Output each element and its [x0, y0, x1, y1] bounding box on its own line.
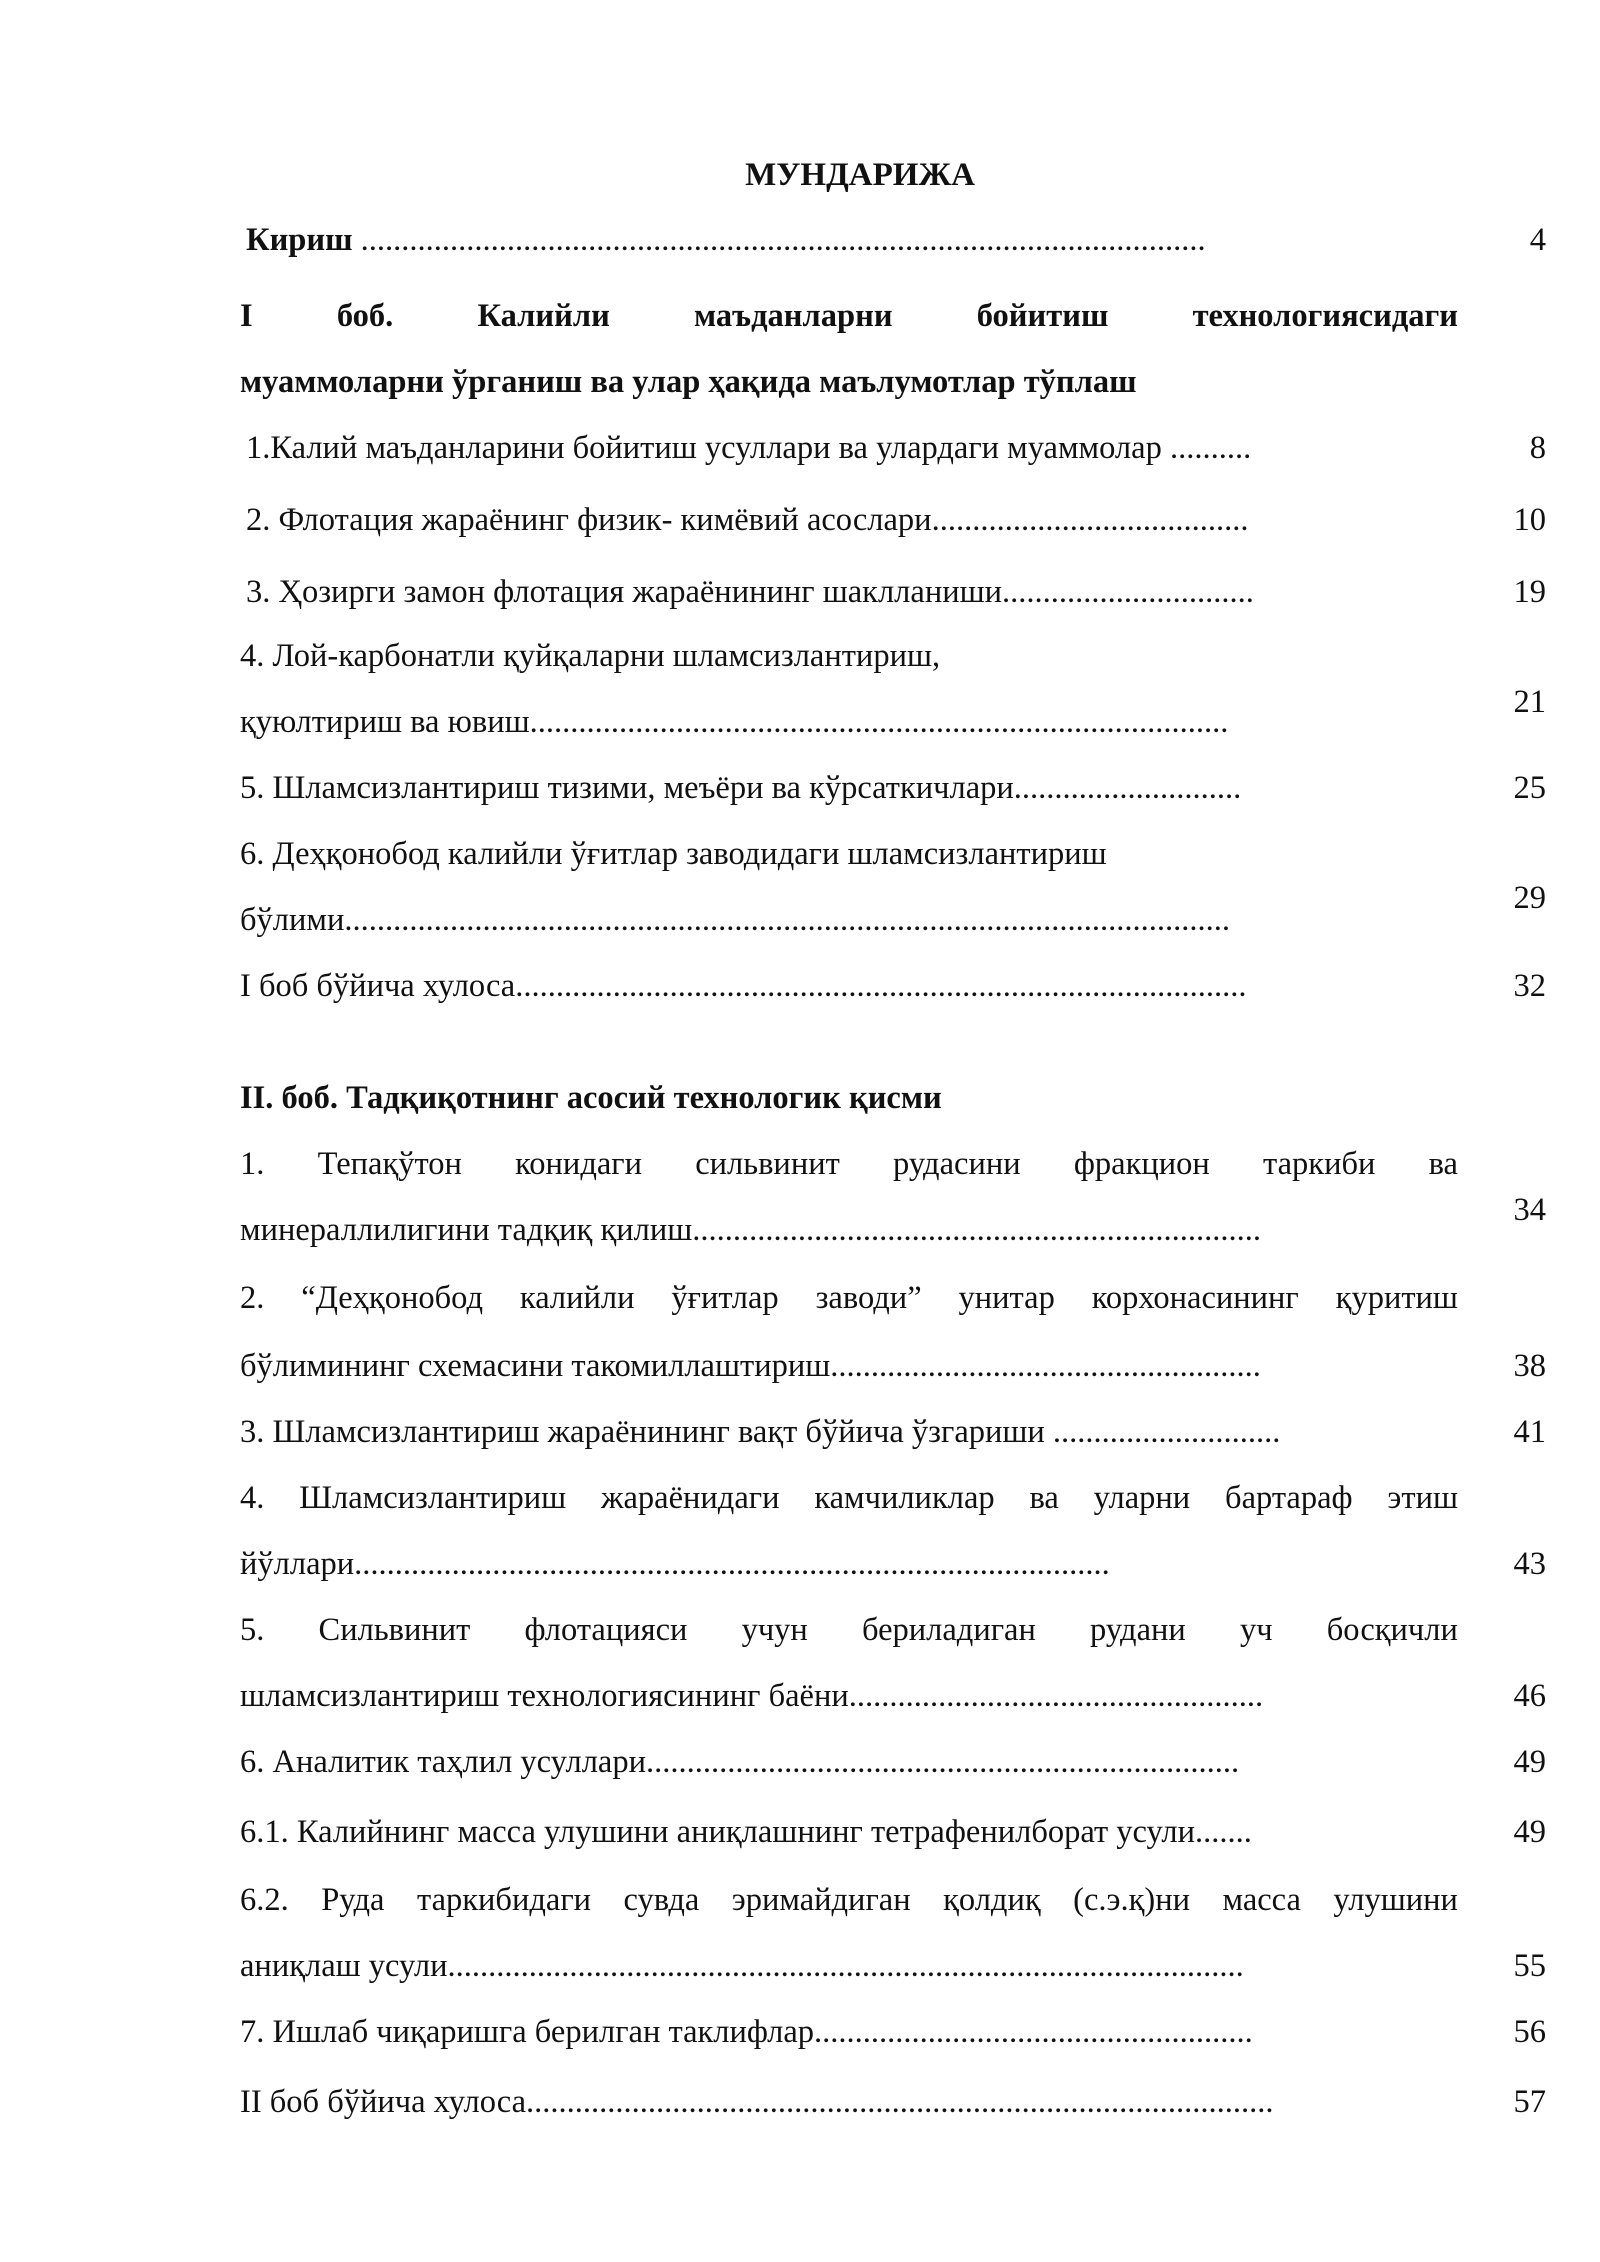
entry-word: Тепақўтон: [317, 1146, 462, 1182]
toc-entry: 6.1. Калийнинг масса улушини аниқлашнинг тетрафенилборат усули.......: [240, 1814, 1252, 1850]
toc-entry: 1.Калий маъданларини бойитиш усуллари ва улардаги муаммолар ..........: [246, 430, 1252, 466]
toc-entry-line2: шламсизлантириш технологиясининг баёни...................................................: [240, 1678, 1264, 1714]
entry-word: рудасини: [893, 1146, 1021, 1182]
entry-word: 5.: [240, 1612, 265, 1648]
toc-entry-line2: минераллилигини тадқиқ қилиш......................................................................: [240, 1212, 1262, 1248]
entry-word: учун: [741, 1612, 808, 1648]
toc-entry-line2: йўллари.............................................................................................: [240, 1546, 1110, 1582]
entry-word: сувда: [623, 1882, 700, 1918]
toc-entry: 3. Ҳозирги замон флотация жараёнининг шаклланиши...............................: [246, 574, 1254, 610]
toc-page-number: 4: [1529, 222, 1546, 258]
heading-word: технологиясидаги: [1192, 298, 1458, 334]
entry-word: Сильвинит: [318, 1612, 471, 1648]
toc-entry-line2: бўлими.............................................................................................................: [240, 902, 1230, 938]
toc-leader-dots: ........................................................................................................: [352, 222, 1206, 258]
toc-entry: 2. Флотация жараёнинг физик- кимёвий асослари.......................................: [246, 502, 1249, 538]
toc-entry: 6. Аналитик таҳлил усуллари.........................................................................: [240, 1744, 1240, 1780]
toc-page-number: 8: [1529, 430, 1546, 466]
entry-word: (с.э.қ)ни: [1073, 1882, 1190, 1918]
heading-word: Калийли: [477, 298, 610, 334]
entry-word: сильвинит: [695, 1146, 840, 1182]
toc-entry-label: Кириш: [246, 222, 353, 258]
toc-entry-line1: [240, 1478, 1458, 1518]
toc-entry-line1: 6. Деҳқонобод калийли ўғитлар заводидаги шламсизлантириш: [240, 836, 1107, 872]
toc-page-number: 57: [1513, 2084, 1546, 2120]
toc-entry: 5. Шламсизлантириш тизими, меъёри ва кўрсаткичлари............................: [240, 770, 1242, 806]
toc-page-number: 25: [1513, 770, 1546, 806]
toc-page-number: 55: [1513, 1948, 1546, 1984]
entry-word: этиш: [1387, 1480, 1458, 1516]
toc-page-number: 43: [1513, 1546, 1546, 1582]
toc-entry-line1: [240, 1610, 1458, 1650]
entry-word: жараёнидаги: [601, 1480, 780, 1516]
entry-word: ўғитлар: [671, 1280, 779, 1316]
entry-word: “Деҳқонобод: [301, 1280, 483, 1316]
entry-word: таркибидаги: [416, 1882, 592, 1918]
entry-word: ва: [1029, 1480, 1059, 1516]
heading-word: бойитиш: [976, 298, 1109, 334]
toc-entry-line2: қуюлтириш ва ювиш......................................................................................: [240, 704, 1229, 740]
entry-word: корхонасининг: [1091, 1280, 1299, 1316]
toc-entry-line1: [240, 1144, 1458, 1184]
entry-word: флотацияси: [524, 1612, 688, 1648]
entry-word: масса: [1222, 1882, 1301, 1918]
entry-word: фракцион: [1073, 1146, 1210, 1182]
entry-word: қолдиқ: [943, 1882, 1041, 1918]
heading-word: маъданларни: [694, 298, 893, 334]
entry-word: рудани: [1090, 1612, 1186, 1648]
toc-page-number: 34: [1513, 1192, 1546, 1228]
entry-word: уларни: [1093, 1480, 1191, 1516]
entry-word: Руда: [321, 1882, 385, 1918]
entry-word: 1.: [240, 1146, 265, 1182]
heading-word: I: [240, 298, 253, 334]
toc-entry-intro: [246, 220, 1206, 260]
entry-word: 2.: [240, 1280, 265, 1316]
toc-page-number: 32: [1513, 968, 1546, 1004]
toc-page-number: 56: [1513, 2014, 1546, 2050]
entry-word: унитар: [958, 1280, 1055, 1316]
page-title: МУНДАРИЖА: [745, 157, 975, 193]
entry-word: қуритиш: [1335, 1280, 1458, 1316]
entry-word: камчиликлар: [814, 1480, 995, 1516]
entry-word: эримайдиган: [731, 1882, 911, 1918]
entry-word: таркиби: [1263, 1146, 1376, 1182]
entry-word: 6.2.: [240, 1882, 289, 1918]
toc-entry: 3. Шламсизлантириш жараёнининг вақт бўйича ўзгариши ............................: [240, 1414, 1281, 1450]
toc-page-number: 10: [1513, 502, 1546, 538]
toc-page-number: 49: [1513, 1814, 1546, 1850]
entry-word: босқичли: [1326, 1612, 1458, 1648]
toc-page-number: 29: [1513, 880, 1546, 916]
toc-entry: 7. Ишлаб чиқаришга берилган таклифлар......................................................: [240, 2014, 1253, 2050]
chapter1-heading-line2: муаммоларни ўрганиш ва улар ҳақида маълумотлар тўплаш: [240, 364, 1137, 400]
toc-page-number: 46: [1513, 1678, 1546, 1714]
toc-entry-line1: [240, 1880, 1458, 1920]
toc-entry-line1: [240, 1278, 1458, 1318]
toc-entry: I боб бўйича хулоса..........................................................................................: [240, 968, 1247, 1004]
entry-word: заводи”: [815, 1280, 922, 1316]
entry-word: 4.: [240, 1480, 265, 1516]
chapter2-heading: II. боб. Тадқиқотнинг асосий технологик қисми: [240, 1080, 942, 1116]
entry-word: ва: [1428, 1146, 1458, 1182]
toc-page-number: 21: [1513, 684, 1546, 720]
chapter1-heading-line1: [240, 296, 1458, 336]
toc-page-number: 38: [1513, 1348, 1546, 1384]
entry-word: улушини: [1333, 1882, 1458, 1918]
toc-entry-line2: бўлимининг схемасини такомиллаштириш.....................................................: [240, 1348, 1261, 1384]
entry-word: конидаги: [515, 1146, 642, 1182]
toc-entry: II боб бўйича хулоса............................................................................................: [240, 2084, 1274, 2120]
entry-word: бериладиган: [861, 1612, 1036, 1648]
toc-entry-line1: 4. Лой-карбонатли қуйқаларни шламсизлантириш,: [240, 638, 941, 674]
toc-entry-line2: аниқлаш усули..................................................................................................: [240, 1948, 1244, 1984]
toc-page-number: 19: [1513, 574, 1546, 610]
toc-page-number: 49: [1513, 1744, 1546, 1780]
toc-page-number: 41: [1513, 1414, 1546, 1450]
entry-word: Шламсизлантириш: [299, 1480, 567, 1516]
entry-word: уч: [1239, 1612, 1273, 1648]
entry-word: калийли: [519, 1280, 635, 1316]
entry-word: бартараф: [1225, 1480, 1353, 1516]
heading-word: боб.: [336, 298, 394, 334]
